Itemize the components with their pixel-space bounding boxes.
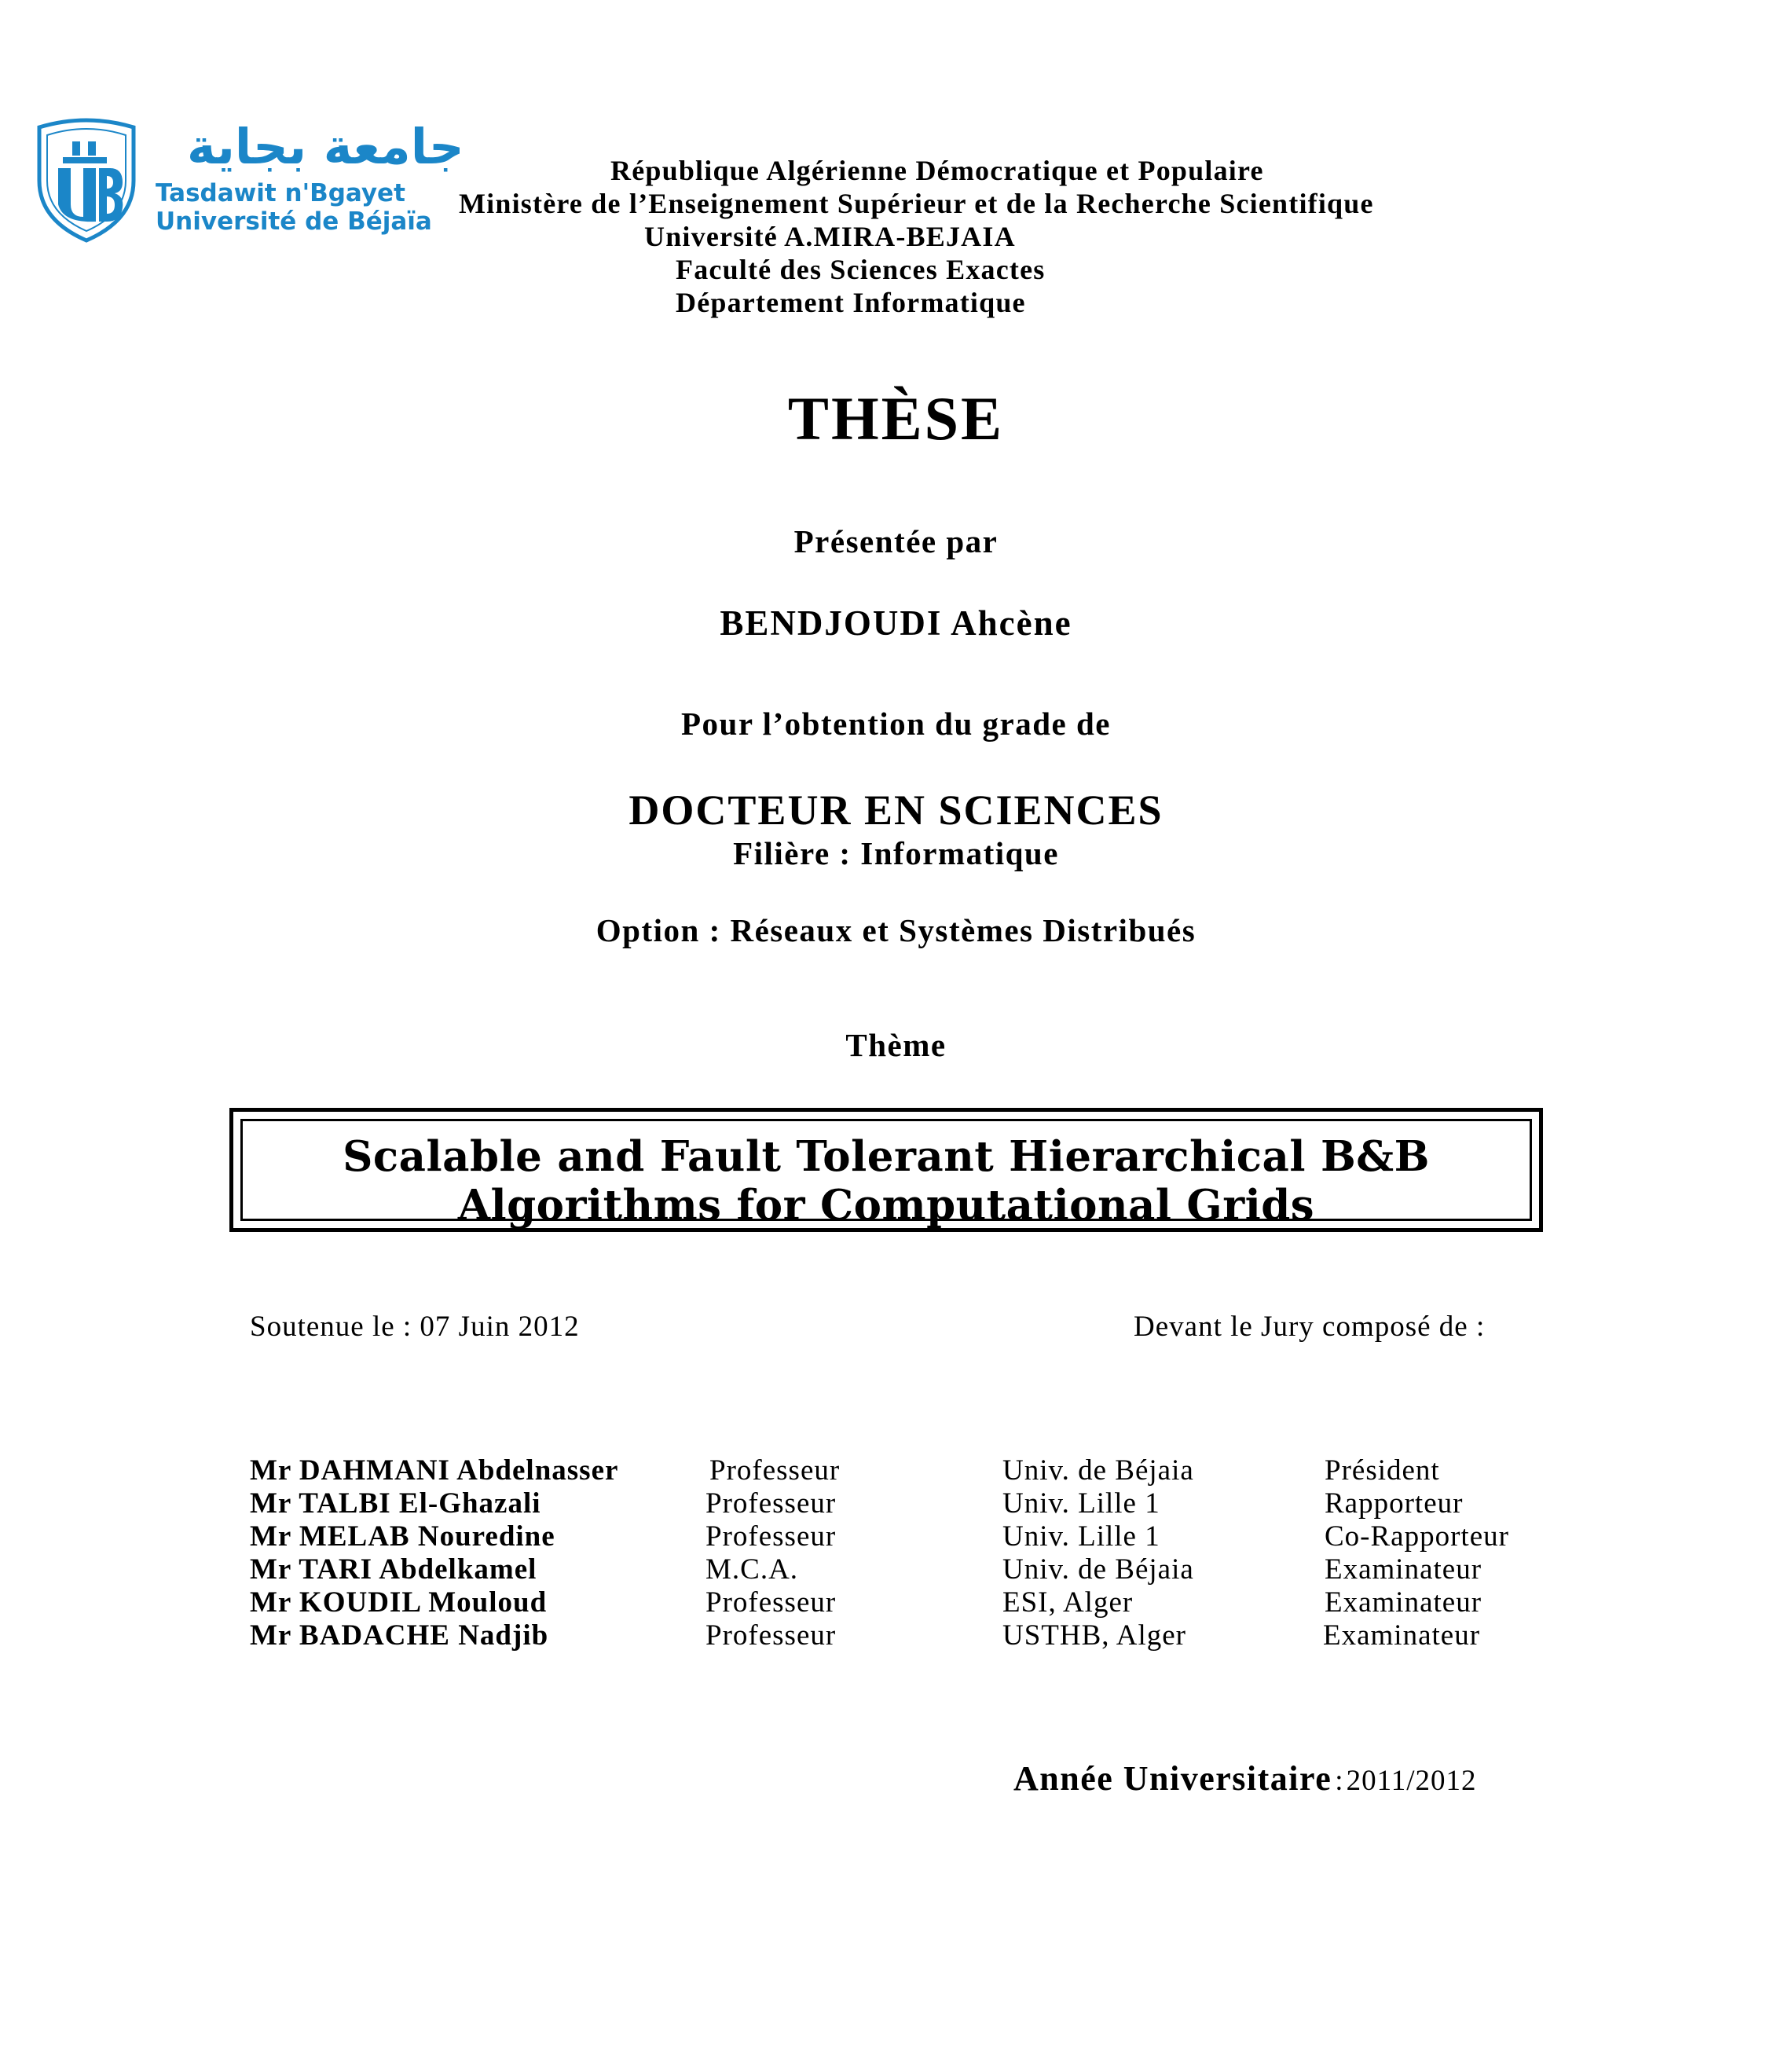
- university-logo: [31, 118, 464, 251]
- jury-member-rank: Professeur: [705, 1520, 837, 1553]
- logo-line-1: Tasdawit n'Bgayet: [156, 179, 405, 207]
- header-university: Université A.MIRA-BEJAIA: [644, 221, 1016, 252]
- jury-member-institution: USTHB, Alger: [1002, 1619, 1186, 1652]
- jury-member-role: Examinateur: [1325, 1553, 1482, 1586]
- jury-member-name: Mr KOUDIL Mouloud: [250, 1586, 548, 1619]
- academic-year: [1013, 1758, 1477, 1798]
- header-department: Département Informatique: [676, 287, 1026, 318]
- header-ministry: Ministère de l’Enseignement Supérieur et de la Recherche Scientifique: [459, 188, 1374, 219]
- academic-year-separator: :: [1335, 1765, 1343, 1797]
- jury-member-institution: Univ. de Béjaia: [1002, 1454, 1194, 1487]
- jury-member-name: Mr TALBI El-Ghazali: [250, 1487, 541, 1520]
- jury-member-institution: ESI, Alger: [1002, 1586, 1134, 1619]
- jury-member-rank: Professeur: [709, 1454, 841, 1487]
- degree-title: DOCTEUR EN SCIENCES: [628, 786, 1164, 834]
- author-name: BENDJOUDI Ahcène: [720, 603, 1072, 643]
- thesis-title-line-2: Algorithms for Computational Grids: [457, 1181, 1315, 1230]
- jury-member-name: Mr MELAB Nouredine: [250, 1520, 555, 1553]
- university-crest-icon: [31, 118, 141, 244]
- field-line: Filière : Informatique: [733, 835, 1059, 871]
- jury-member-role: Président: [1325, 1454, 1440, 1487]
- jury-member-role: Rapporteur: [1325, 1487, 1464, 1520]
- jury-member-role: Examinateur: [1323, 1619, 1481, 1652]
- jury-member-institution: Univ. Lille 1: [1002, 1487, 1160, 1520]
- header-faculty: Faculté des Sciences Exactes: [676, 254, 1046, 285]
- jury-member-rank: Professeur: [705, 1487, 837, 1520]
- logo-arabic-name: جامعة بجاية: [187, 118, 464, 175]
- logo-line-2: Université de Béjaïa: [156, 207, 432, 236]
- thesis-title-box: [229, 1108, 1543, 1232]
- header-republic: République Algérienne Démocratique et Populaire: [610, 155, 1264, 186]
- academic-year-value: 2011/2012: [1346, 1765, 1477, 1797]
- jury-member-institution: Univ. Lille 1: [1002, 1520, 1160, 1553]
- academic-year-label: Année Universitaire: [1013, 1759, 1332, 1798]
- jury-member-rank: Professeur: [705, 1586, 837, 1619]
- jury-member-name: Mr DAHMANI Abdelnasser: [250, 1454, 619, 1487]
- document-type: THÈSE: [787, 384, 1005, 453]
- jury-member-rank: M.C.A.: [705, 1553, 799, 1586]
- presented-by-label: Présentée par: [793, 523, 999, 559]
- jury-member-role: Co-Rapporteur: [1325, 1520, 1509, 1553]
- jury-member-role: Examinateur: [1325, 1586, 1482, 1619]
- jury-member-name: Mr TARI Abdelkamel: [250, 1553, 537, 1586]
- defense-date: Soutenue le : 07 Juin 2012: [250, 1311, 580, 1343]
- thesis-title-inner-frame: [240, 1119, 1532, 1230]
- theme-label: Thème: [845, 1027, 947, 1063]
- jury-intro: Devant le Jury composé de :: [1134, 1311, 1486, 1343]
- jury-member-institution: Univ. de Béjaia: [1002, 1553, 1194, 1586]
- thesis-title-line-1: Scalable and Fault Tolerant Hierarchical B&B: [343, 1132, 1430, 1181]
- jury-member-rank: Professeur: [705, 1619, 837, 1652]
- option-line: Option : Réseaux et Systèmes Distribués: [596, 912, 1196, 948]
- degree-intro: Pour l’obtention du grade de: [681, 706, 1111, 742]
- jury-member-name: Mr BADACHE Nadjib: [250, 1619, 549, 1652]
